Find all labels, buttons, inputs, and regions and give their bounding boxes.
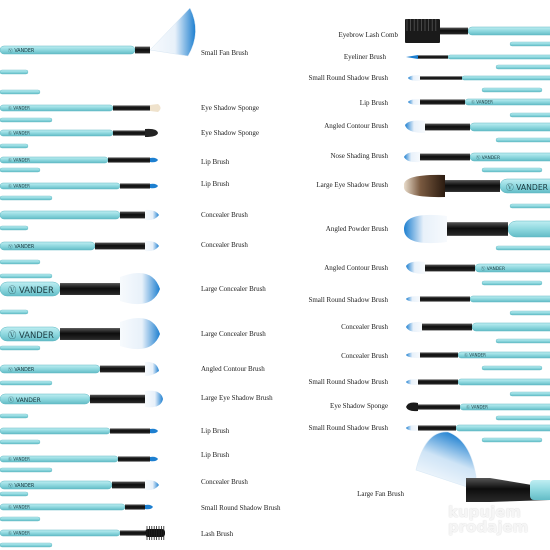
background-handle	[0, 440, 40, 444]
angled-tip	[145, 129, 158, 137]
brush-ferrule	[112, 482, 145, 489]
lip-brush-tip	[406, 379, 418, 385]
background-handle	[0, 144, 28, 148]
brush-ferrule	[60, 328, 120, 340]
handle-brand-text: Ⓥ VANDER	[8, 245, 35, 251]
brush-handle	[448, 55, 550, 59]
concealer-tip	[145, 210, 159, 220]
concealer-tip	[145, 480, 159, 490]
brush-ferrule	[113, 105, 150, 110]
label-angled-powder-brush: Angled Powder Brush	[325, 225, 388, 233]
handle-brand-text: Ⓥ VANDER	[471, 99, 493, 105]
background-handle	[0, 346, 40, 350]
lip-brush-tip	[406, 425, 418, 431]
label-large-eye-shadow-brush: Large Eye Shadow Brush	[201, 394, 273, 402]
brush-ferrule	[420, 352, 458, 357]
background-handle	[0, 168, 40, 172]
handle-brand-text: Ⓥ VANDER	[8, 157, 30, 163]
label-concealer-brush: Concealer Brush	[201, 241, 248, 249]
background-handle	[496, 138, 550, 142]
label-small-round-shadow-brush: Small Round Shadow Brush	[308, 296, 388, 304]
large-brush-head	[120, 273, 160, 304]
label-eyebrow-lash-comb: Eyebrow Lash Comb	[338, 31, 398, 39]
angled-contour-tip	[406, 262, 425, 275]
handle-brand-text: Ⓥ VANDER	[8, 368, 35, 374]
label-large-concealer-brush: Large Concealer Brush	[201, 330, 266, 338]
brush-ferrule	[125, 504, 145, 509]
label-lip-brush: Lip Brush	[359, 99, 388, 107]
handle-brand-text: Ⓥ VANDER	[8, 49, 35, 55]
label-angled-contour-brush: Angled Contour Brush	[324, 264, 388, 272]
brush-handle	[0, 428, 110, 434]
handle-brand-text: Ⓥ VANDER	[8, 456, 30, 462]
label-large-fan-brush: Large Fan Brush	[357, 490, 404, 498]
brush-ferrule	[135, 47, 150, 54]
label-small-round-shadow-brush: Small Round Shadow Brush	[308, 378, 388, 386]
background-handle	[0, 70, 28, 74]
brush-handle	[468, 27, 550, 35]
brush-ferrule	[118, 456, 150, 461]
brush-ferrule	[418, 55, 448, 58]
brush-ferrule	[418, 404, 460, 409]
label-eyeliner-brush: Eyeliner Brush	[343, 53, 386, 61]
brush-ferrule	[418, 379, 458, 384]
background-handle	[510, 392, 550, 396]
background-handle	[0, 260, 40, 264]
label-small-fan-brush: Small Fan Brush	[201, 49, 249, 57]
label-small-round-shadow-brush: Small Round Shadow Brush	[201, 504, 281, 512]
label-eye-shadow-sponge: Eye Shadow Sponge	[330, 402, 388, 410]
handle-brand-text: Ⓥ VANDER	[8, 329, 54, 340]
lip-brush-tip	[145, 505, 153, 510]
background-handle	[0, 310, 28, 314]
background-handle	[0, 196, 52, 200]
label-lip-brush: Lip Brush	[201, 180, 230, 188]
large-eyeshadow-head	[404, 175, 445, 197]
lip-brush-tip	[406, 352, 420, 358]
label-concealer-brush: Concealer Brush	[201, 211, 248, 219]
brush-ferrule	[425, 124, 470, 131]
brush-ferrule	[420, 76, 462, 79]
brush-handle	[472, 323, 550, 331]
background-handle	[496, 246, 550, 250]
label-concealer-brush: Concealer Brush	[341, 323, 388, 331]
background-handle	[482, 281, 542, 285]
handle-brand-text: Ⓥ VANDER	[8, 530, 30, 536]
handle-brand-text: Ⓥ VANDER	[481, 267, 506, 273]
fan-brush-head	[150, 8, 196, 56]
label-lip-brush: Lip Brush	[201, 158, 230, 166]
background-handle	[482, 366, 542, 370]
watermark-line-1: kupujem	[448, 503, 522, 521]
watermark-line-2: prodajem	[448, 518, 529, 536]
handle-brand-text: Ⓥ VANDER	[8, 396, 41, 404]
background-handle	[482, 438, 542, 442]
sponge-tip	[406, 403, 418, 412]
label-eye-shadow-sponge: Eye Shadow Sponge	[201, 129, 259, 137]
brush-ferrule	[447, 222, 508, 236]
label-lash-brush: Lash Brush	[201, 530, 234, 538]
concealer-tip	[404, 152, 420, 162]
background-handle	[496, 65, 550, 69]
handle-brand-text: Ⓥ VANDER	[8, 284, 54, 295]
background-handle	[496, 339, 550, 343]
brush-handle	[470, 296, 550, 302]
brush-ferrule	[113, 130, 145, 135]
sponge-tip	[150, 104, 161, 112]
label-concealer-brush: Concealer Brush	[201, 478, 248, 486]
angled-contour-tip	[405, 121, 425, 134]
brush-ferrule	[120, 212, 145, 219]
handle-brand-text: Ⓥ VANDER	[476, 156, 501, 162]
label-angled-contour-brush: Angled Contour Brush	[324, 122, 388, 130]
brush-ferrule	[422, 324, 472, 331]
handle-brand-text: Ⓥ VANDER	[466, 404, 488, 410]
background-handle	[482, 168, 542, 172]
brush-ferrule	[60, 283, 120, 295]
round-shadow-tip	[145, 391, 163, 408]
brush-ferrule	[425, 265, 475, 272]
background-handle	[0, 414, 28, 418]
handle-brand-text: Ⓥ VANDER	[8, 484, 35, 490]
background-handle	[482, 88, 542, 92]
handle-brand-text: Ⓥ VANDER	[8, 105, 30, 111]
background-handle	[496, 416, 550, 420]
brush-ferrule	[120, 530, 145, 535]
background-handle	[0, 274, 52, 278]
background-handle	[0, 492, 28, 496]
angled-contour-tip	[145, 362, 159, 376]
brush-handle	[462, 76, 550, 80]
brush-ferrule	[420, 99, 465, 104]
brush-handle	[508, 221, 550, 237]
large-brush-head	[120, 318, 160, 349]
watermark	[448, 505, 550, 549]
label-eye-shadow-sponge: Eye Shadow Sponge	[201, 104, 259, 112]
background-handle	[0, 90, 40, 94]
background-handle	[0, 226, 28, 230]
lip-brush-tip	[406, 296, 420, 302]
label-lip-brush: Lip Brush	[201, 451, 230, 459]
background-handle	[0, 468, 52, 472]
background-handle	[510, 311, 550, 315]
background-handle	[0, 517, 40, 521]
handle-brand-text: Ⓥ VANDER	[8, 504, 30, 510]
label-large-concealer-brush: Large Concealer Brush	[201, 285, 266, 293]
background-handle	[510, 204, 550, 208]
brush-ferrule	[440, 28, 468, 35]
brush-ferrule	[445, 180, 500, 192]
background-handle	[510, 113, 550, 117]
lip-brush-tip	[150, 184, 158, 189]
lip-brush-tip	[408, 75, 420, 81]
brush-ferrule	[420, 296, 470, 301]
handle-brand-text: Ⓥ VANDER	[8, 130, 30, 136]
label-angled-contour-brush: Angled Contour Brush	[201, 365, 265, 373]
brush-handle	[470, 123, 550, 131]
brush-ferrule	[90, 395, 145, 404]
background-handle	[0, 118, 52, 122]
handle-brand-text: Ⓥ VANDER	[8, 183, 30, 189]
brush-ferrule	[418, 425, 456, 430]
background-handle	[510, 42, 550, 46]
concealer-tip	[145, 241, 159, 251]
brush-handle	[456, 425, 550, 431]
liner-tip	[406, 55, 418, 59]
handle-brand-text: Ⓥ VANDER	[464, 352, 486, 358]
label-nose-shading-brush: Nose Shading Brush	[330, 152, 388, 160]
brush-handle	[530, 480, 550, 500]
lip-brush-tip	[150, 158, 158, 163]
angled-powder-head	[404, 215, 447, 243]
label-concealer-brush: Concealer Brush	[341, 352, 388, 360]
brush-handle	[0, 211, 120, 219]
brush-ferrule	[95, 243, 145, 250]
lip-brush-tip	[408, 99, 420, 105]
label-small-round-shadow-brush: Small Round Shadow Brush	[308, 74, 388, 82]
brush-ferrule	[100, 366, 145, 373]
background-handle	[0, 381, 52, 385]
brush-ferrule	[110, 428, 150, 433]
lip-brush-tip	[150, 457, 158, 462]
brush-ferrule	[120, 183, 150, 188]
label-lip-brush: Lip Brush	[201, 427, 230, 435]
concealer-tip	[406, 322, 422, 332]
brush-handle	[458, 379, 550, 385]
label-small-round-shadow-brush: Small Round Shadow Brush	[308, 424, 388, 432]
brush-ferrule	[420, 154, 470, 161]
brush-ferrule	[108, 157, 150, 162]
handle-brand-text: Ⓥ VANDER	[506, 182, 549, 192]
label-large-eye-shadow-brush: Large Eye Shadow Brush	[316, 181, 388, 189]
lip-brush-tip	[150, 429, 158, 434]
lash-spiral	[145, 529, 165, 537]
background-handle	[0, 543, 52, 547]
